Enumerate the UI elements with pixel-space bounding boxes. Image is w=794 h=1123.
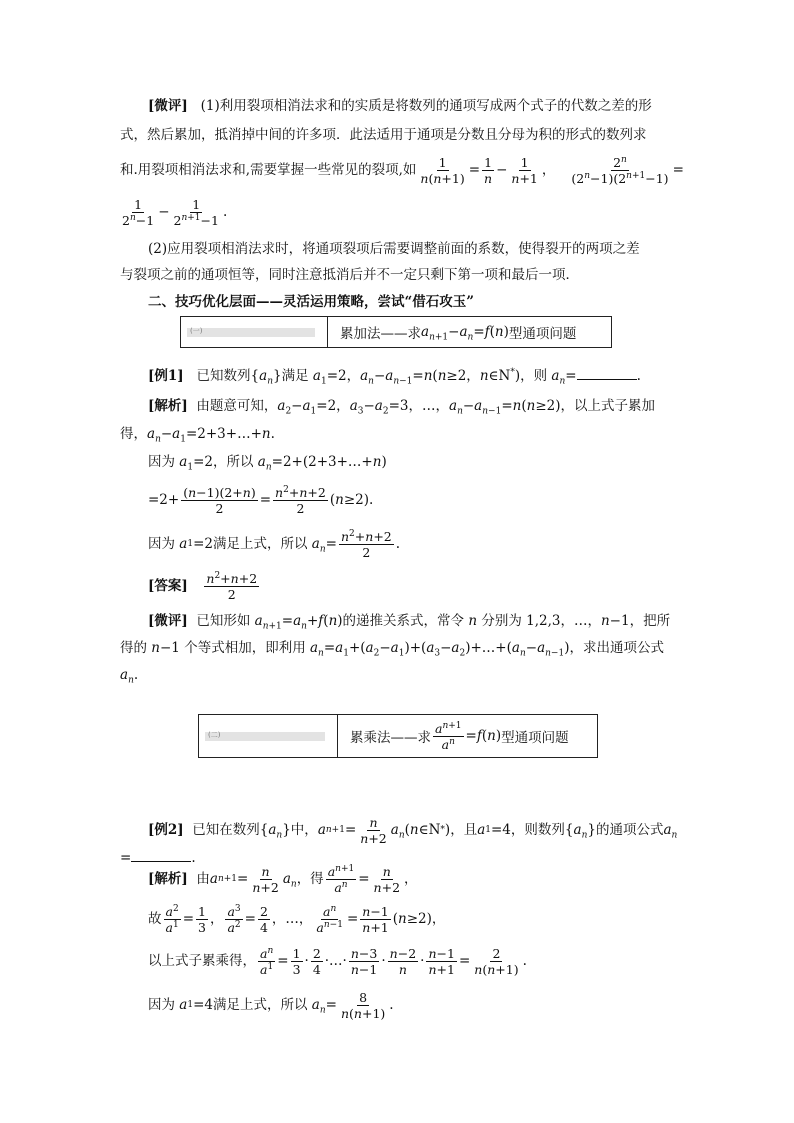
fraction: $\frac{1}{3}$ (198, 903, 206, 935)
example1-analysis-line3: 因为 $a_1=2$，所以 $a_n=2+(2+3+\dots+n)$ (148, 454, 387, 473)
fraction: $\frac{n-3}{n-1}$ (350, 945, 378, 977)
box-title-suffix: 型通项问题 (501, 730, 569, 746)
fraction: $\frac{n^2+n+2}{2}$ (206, 570, 258, 602)
fraction: $\frac{n^2+n+2}{2}$ (275, 484, 326, 516)
answer-tag: [答案] (148, 578, 188, 594)
example1-question: [例1] 已知数列$\{a_n\}$满足 $a_1=2$，$a_n-a_{n-1}=n(n\ge 2$，n∈N*)，则 $a_n=$ . (148, 367, 641, 387)
fraction: $\frac{n^2+n+2}{2}$ (340, 528, 392, 560)
box-title-prefix: 累加法——求 (340, 326, 421, 342)
remark1-text-5: (2)应用裂项相消法求时，将通项裂项后需要调整前面的系数，使得裂开的两项之差 (148, 241, 640, 257)
example2-analysis-line4: 因为 a 1 =4 满足上式，所以 $a_n$ = $\frac{8}{n(n+1)}$ . (148, 989, 394, 1021)
fraction: $\frac{2}{n(n+1)}$ (474, 945, 519, 977)
fraction: $\frac{n-1}{n+1}$ (362, 903, 389, 935)
remark1-text-2: 式，然后累加，抵消掉中间的许多项．此法适用于通项是分数且分母为积的形式的数列求 (120, 127, 647, 143)
because-text: 因为 (148, 536, 175, 552)
example1-analysis-line4: =2+ $\frac{(n-1)(2+n)}{2}$ = $\frac{n^2+n+2}{2}$ ( n ≥2). (148, 484, 374, 516)
satisfies-text: 满足上式，所以 (213, 997, 308, 1013)
example2-analysis-line1: [解析] 由 a n+1 = $\frac{n}{n+2}$ $a_n$ ，得 $\frac{a^{n+1}}{a^n}$ = $\frac{n}{n+2}$ ， (148, 863, 418, 895)
question-text: 已知数列 (196, 368, 251, 384)
example1-remark-line3: $a_n$. (120, 667, 139, 686)
because-text: 因为 (148, 997, 175, 1013)
analysis-tag: [解析] (148, 871, 188, 887)
fraction: $\frac{n}{n+2}$ (373, 863, 401, 895)
remark-tag: [微评] (148, 613, 188, 629)
example2-analysis-line2: 故 $\frac{a^2}{a^1}$ = $\frac{1}{3}$ ， $\frac{a^3}{a^2}$ = $\frac{2}{4}$ ，…， $\frac{a^n}{a^{n-1}}$ = $\frac{n-1}{n+1}$ ( n ≥2)， (148, 903, 446, 935)
remark-tag: [微评] (148, 98, 188, 114)
example1-analysis-line5: 因为 a 1 =2 满足上式，所以 $a_n$ = $\frac{n^2+n+2}{2}$ . (148, 528, 401, 560)
fraction: $\frac{2}{4}$ (312, 945, 321, 977)
example1-remark-line1: [微评] 已知形如 $a_{n+1}=a_n+f(n)$的递推关系式，常令 n 分别为 1,2,3，…，n−1，把所 (148, 613, 671, 632)
example2-question-line1: [例2] 已知在数列 { $a_n$ }中， a n+1 = $\frac{n}{n+2}$ $a_n$ ( n ∈N * )，且 a 1 =4，则数列{ $a_n$ }的通项公式 $a_n$ (148, 814, 678, 846)
fraction: $\frac{a^{n+1}}{a^n}$ (327, 863, 355, 895)
fraction: $\frac{a^2}{a^1}$ (165, 903, 179, 935)
remark1-line5 (148, 239, 640, 259)
fraction: $\frac{8}{n(n+1)}$ (340, 989, 386, 1021)
fraction: $\frac{a^n}{a^1}$ (260, 945, 274, 977)
because-text: 因为 (148, 454, 175, 470)
remark1-line2 (120, 125, 647, 145)
fraction: $\frac{a^{n+1}}{a^n}$ (435, 720, 462, 752)
box-title-suffix: 型通项问题 (508, 326, 577, 342)
example1-answer (148, 564, 261, 608)
remark1-text-1: (1)利用裂项相消法求和的实质是将数列的通项写成两个式子的代数之差的形 (200, 98, 652, 114)
box-title-prefix: 累乘法——求 (350, 730, 431, 746)
question-text: 已知在数列 (192, 822, 260, 838)
remark1-text-3: 和.用裂项相消法求和,需要掌握一些常见的裂项,如 (120, 162, 417, 178)
fraction: $\frac{n}{n+2}$ (360, 814, 387, 846)
example1-analysis-line2: 得，$a_n-a_1=2+3+\dots+n$. (120, 426, 275, 445)
example1-analysis-line1: [解析] 由题意可知，$a_2-a_1=2$，$a_3-a_2=3$，…，$a_n-a_{n-1}=n(n\ge 2)$，以上式子累加 (148, 398, 655, 417)
example1-remark-line2: 得的 n−1 个等式相加，即利用 $a_n=a_1+(a_2-a_1)+(a_3-a_2)+\dots+(a_n-a_{n-1})$，求出通项公式 (120, 640, 664, 659)
tag-label: (一) (190, 326, 203, 335)
fraction: $\frac{(n-1)(2+n)}{2}$ (183, 484, 256, 516)
example-tag: [例1] (148, 368, 184, 384)
fraction: $\frac{1}{n}$ (484, 154, 493, 186)
remark1-text-6: 与裂项之前的通项恒等，同时注意抵消后并不一定只剩下第一项和最后一项． (120, 267, 579, 283)
topic-box-2 (198, 714, 598, 758)
fraction: $\frac{n}{n+2}$ (252, 863, 279, 895)
fraction: $\frac{1}{2^n-1}$ (122, 196, 155, 228)
example2-analysis-line3: 以上式子累乘得， $\frac{a^n}{a^1}$ = $\frac{1}{3}$ · $\frac{2}{4}$ ·…· $\frac{n-3}{n-1}$ · $\frac{n-2}{n}$ · $\frac{n-1}{n+1}$ = $\frac{2}{n(n+1)}$ . (148, 945, 527, 977)
fraction: $\frac{a^3}{a^2}$ (227, 903, 241, 935)
remark1-line6 (120, 265, 579, 285)
fraction: $\frac{n-2}{n}$ (389, 945, 417, 977)
answer-blank (577, 367, 637, 380)
analysis-tag: [解析] (148, 398, 188, 414)
tag-label: (二) (208, 730, 221, 739)
fraction: $\frac{a^n}{a^{n-1}}$ (316, 903, 343, 935)
example-tag: [例2] (148, 822, 184, 838)
fraction: $\frac{1}{n+1}$ (511, 154, 538, 186)
topic-box-tag (199, 715, 338, 757)
fraction: $\frac{2}{4}$ (259, 903, 268, 935)
remark1-line1 (148, 96, 652, 116)
topic-box-title: 累乘法——求 $\frac{a^{n+1}}{a^n}$ =f(n) 型通项问题 (350, 720, 569, 752)
satisfies-text: 满足上式，所以 (213, 536, 308, 552)
fraction: $\frac{2^n}{(2^n-1)(2^{n+1}-1)}$ (571, 154, 669, 186)
example2-question-line2: = . (120, 850, 196, 866)
topic-box-title: 累加法——求 $a_{n+1}-a_n=f(n)$ 型通项问题 (340, 324, 577, 343)
fraction: $\frac{1}{3}$ (292, 945, 301, 977)
fraction: $\frac{n-1}{n+1}$ (428, 945, 455, 977)
topic-box-1 (180, 316, 612, 348)
remark1-line4: $\frac{1}{2^n-1}$ − $\frac{1}{2^{n+1}-1}$ . (122, 196, 228, 228)
fraction: $\frac{1}{2^{n+1}-1}$ (173, 196, 219, 228)
section-heading: 二、技巧优化层面——灵活运用策略，尝试“借石攻玉” (148, 294, 475, 310)
fraction: $\frac{1}{n(n+1)}$ (420, 154, 465, 186)
remark1-line3: 和.用裂项相消法求和,需要掌握一些常见的裂项,如 $\frac{1}{n(n+1)}$ = $\frac{1}{n}$ − $\frac{1}{n+1}$ ， $\frac{2^n}{(2^n-1)(2^{n+1}-1)}$ = (120, 154, 684, 186)
topic-box-tag (181, 317, 328, 347)
